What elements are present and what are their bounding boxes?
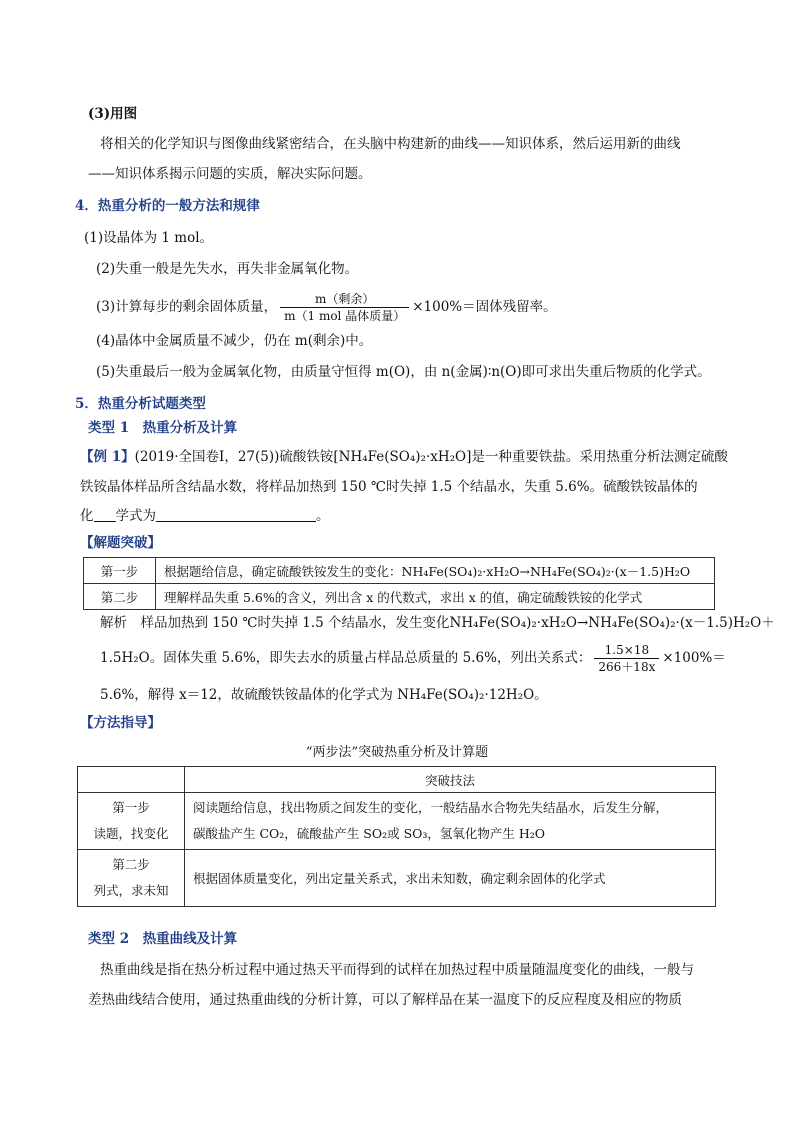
example-text: 化 — [80, 508, 94, 524]
table-cell: 第二步 — [84, 584, 156, 610]
answer-blank[interactable] — [156, 507, 316, 522]
solve-heading: 【解题突破】 — [80, 535, 161, 551]
item-text: ×100%＝固体残留率。 — [412, 299, 557, 315]
table-title: “两步法”突破热重分析及计算题 — [305, 745, 489, 760]
example-line: 铁铵晶体样品所含结晶水数，将样品加热到 150 ℃时失掉 1.5 个结晶水，失重 5.6%。硫酸铁铵晶体的 — [80, 479, 698, 495]
example-text: 学式为 — [115, 508, 156, 524]
table-cell — [78, 793, 185, 850]
cell-line: 阅读题给信息，找出物质之间发生的变化，一般结晶水合物先失结晶水，后发生分解， — [193, 800, 669, 815]
method-heading: 【方法指导】 — [80, 715, 161, 731]
example-label: 【例 1】 — [80, 449, 135, 465]
analysis-line: 5.6%，解得 x＝12，故硫酸铁铵晶体的化学式为 NH₄Fe(SO₄)₂·12H₂O。 — [100, 687, 548, 703]
example-line — [80, 447, 728, 467]
fraction-numerator: m（剩余） — [280, 291, 409, 308]
fraction — [280, 291, 409, 324]
table-row — [84, 558, 715, 584]
table-cell — [78, 767, 185, 793]
method-table — [77, 766, 716, 907]
analysis-line — [100, 640, 726, 676]
analysis-text: ×100%＝ — [662, 650, 726, 666]
paragraph-line: 差热曲线结合使用，通过热重曲线的分析计算，可以了解样品在某一温度下的反应程度及相应的物质 — [88, 992, 682, 1008]
type-heading: 类型 2 热重曲线及计算 — [88, 931, 238, 947]
fraction — [594, 642, 659, 675]
paragraph-line: 热重曲线是指在热分析过程中通过热天平而得到的试样在加热过程中质量随温度变化的曲线，一般与 — [100, 962, 694, 978]
example-line — [80, 506, 330, 526]
table-row — [84, 584, 715, 610]
cell-line: 碳酸盐产生 CO₂，硫酸盐产生 SO₂或 SO₃，氢氧化物产生 H₂O — [193, 826, 546, 841]
list-item: (4)晶体中金属质量不减少，仍在 m(剩余)中。 — [96, 333, 373, 349]
table-cell — [78, 850, 185, 907]
table-header-cell: 突破技法 — [185, 767, 716, 793]
subsection-heading: (3)用图 — [88, 106, 138, 122]
table-row — [78, 767, 716, 793]
example-text: 。 — [316, 508, 330, 524]
section-title: 5．热重分析试题类型 — [75, 396, 206, 412]
fraction-denominator: 266＋18x — [598, 660, 656, 674]
item-text: (3)计算每步的剩余固体质量， — [96, 299, 278, 315]
step-sub: 列式，求未知 — [93, 883, 169, 898]
list-item: (2)失重一般是先失水，再失非金属氧化物。 — [96, 261, 359, 277]
example-text: (2019·全国卷Ⅰ，27(5))硫酸铁铵[NH₄Fe(SO₄)₂·xH₂O]是一种重要铁盐。采用热重分析法测定硫酸 — [134, 449, 728, 465]
analysis-text: 1.5H₂O。固体失重 5.6%，即失去水的质量占样品总质量的 5.6%，列出关系式： — [100, 650, 592, 666]
table-cell — [185, 793, 716, 850]
table-row — [78, 793, 716, 850]
steps-table — [83, 557, 715, 610]
paragraph-line: 将相关的化学知识与图像曲线紧密结合，在头脑中构建新的曲线——知识体系，然后运用新的曲线 — [100, 136, 681, 152]
table-cell: 第一步 — [84, 558, 156, 584]
list-item: (1)设晶体为 1 mol。 — [84, 230, 214, 246]
fraction-denominator: m（1 mol 晶体质量） — [284, 309, 406, 323]
table-cell: 根据题给信息，确定硫酸铁铵发生的变化：NH₄Fe(SO₄)₂·xH₂O→NH₄Fe(SO₄)₂·(x－1.5)H₂O — [156, 558, 715, 584]
table-cell: 理解样品失重 5.6%的含义，列出含 x 的代数式，求出 x 的值，确定硫酸铁铵的化学式 — [156, 584, 715, 610]
type-heading: 类型 1 热重分析及计算 — [88, 420, 238, 436]
fraction-numerator: 1.5×18 — [594, 642, 659, 659]
list-item — [96, 289, 557, 325]
step-label: 第一步 — [112, 800, 150, 815]
step-label: 第二步 — [112, 857, 150, 872]
table-row — [78, 850, 716, 907]
analysis-line: 解析 样品加热到 150 ℃时失掉 1.5 个结晶水，发生变化NH₄Fe(SO₄)₂·xH₂O→NH₄Fe(SO₄)₂·(x－1.5)H₂O＋ — [100, 615, 775, 631]
paragraph-line: ——知识体系揭示问题的实质，解决实际问题。 — [88, 166, 372, 182]
answer-blank[interactable] — [94, 507, 116, 522]
list-item: (5)失重最后一般为金属氧化物，由质量守恒得 m(O)，由 n(金属)∶n(O)即可求出失重后物质的化学式。 — [96, 364, 711, 380]
step-sub: 读题，找变化 — [93, 826, 169, 841]
table-cell: 根据固体质量变化，列出定量关系式，求出未知数，确定剩余固体的化学式 — [185, 850, 716, 907]
section-title: 4．热重分析的一般方法和规律 — [75, 198, 260, 214]
